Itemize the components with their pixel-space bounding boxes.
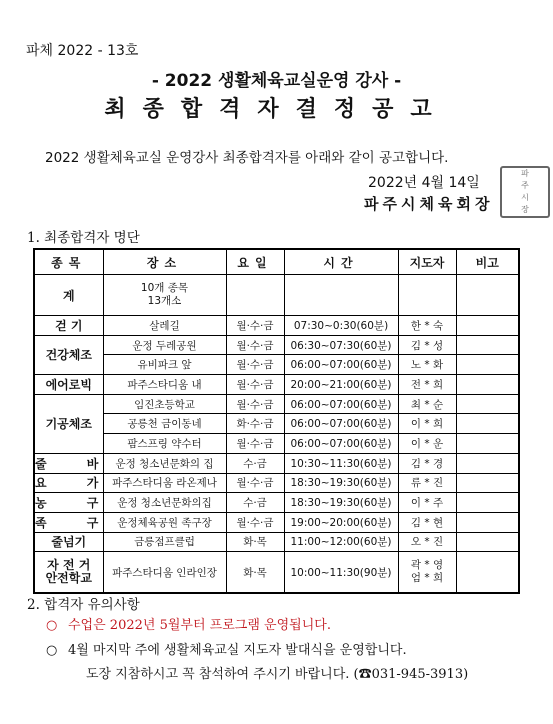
days-cell: 화·수·금 bbox=[226, 414, 284, 434]
category-cell bbox=[34, 552, 103, 594]
time-cell: 06:00~07:00(60분) bbox=[284, 355, 398, 375]
document-subtitle: - 2022 생활체육교실운영 강사 - bbox=[151, 71, 402, 91]
leader-cell: 오 * 진 bbox=[398, 532, 456, 552]
total-site-count: 13개소 bbox=[147, 295, 182, 307]
table-row bbox=[34, 434, 519, 454]
place-cell: 운정 청소년문화의집 bbox=[103, 493, 226, 513]
column-header-note: 비고 bbox=[456, 249, 519, 275]
time-cell: 18:30~19:30(60분) bbox=[284, 473, 398, 493]
place-cell: 유비파크 앞 bbox=[103, 355, 226, 375]
table-row bbox=[34, 473, 519, 493]
category-cell: 족 구 bbox=[34, 512, 103, 532]
note-cell bbox=[456, 473, 519, 493]
table-cell bbox=[226, 275, 284, 316]
note-cell bbox=[456, 512, 519, 532]
place-cell: 금릉점프클럽 bbox=[103, 532, 226, 552]
leader-cell: 김 * 현 bbox=[398, 512, 456, 532]
days-cell: 월·수·금 bbox=[226, 355, 284, 375]
leader-line: 곽 * 영 bbox=[410, 559, 444, 572]
leader-cell: 김 * 성 bbox=[398, 335, 456, 355]
place-cell: 살레길 bbox=[103, 316, 226, 336]
leader-cell: 김 * 경 bbox=[398, 453, 456, 473]
days-cell: 수·금 bbox=[226, 453, 284, 473]
note-cell bbox=[456, 532, 519, 552]
leader-cell: 이 * 희 bbox=[398, 414, 456, 434]
seal-char: 주 bbox=[521, 181, 529, 190]
column-header-category: 종목 bbox=[34, 249, 103, 275]
total-place bbox=[103, 275, 226, 316]
column-header-days: 요일 bbox=[226, 249, 284, 275]
total-program-count: 10개 종목 bbox=[140, 282, 189, 294]
leader-cell: 한 * 숙 bbox=[398, 316, 456, 336]
days-cell: 월·수·금 bbox=[226, 375, 284, 395]
table-row bbox=[34, 414, 519, 434]
days-cell: 월·수·금 bbox=[226, 316, 284, 336]
document-title: 최종합격자결정공고 bbox=[104, 97, 449, 122]
time-cell: 06:30~07:30(60분) bbox=[284, 335, 398, 355]
column-header-leader: 지도자 bbox=[398, 249, 456, 275]
table-row bbox=[34, 375, 519, 395]
bullet-circle-icon: ○ bbox=[46, 618, 58, 633]
notice-text: 4월 마지막 주에 생활체육교실 지도자 발대식을 운영합니다. bbox=[68, 643, 407, 658]
leader-line: 엄 * 희 bbox=[410, 572, 444, 585]
table-row bbox=[34, 355, 519, 375]
table-cell bbox=[284, 275, 398, 316]
category-cell: 건강체조 bbox=[34, 335, 103, 374]
notice-item-ceremony bbox=[46, 639, 407, 658]
days-cell: 월·수·금 bbox=[226, 335, 284, 355]
place-cell: 파주스타디움 라온제나 bbox=[103, 473, 226, 493]
time-cell: 06:00~07:00(60분) bbox=[284, 394, 398, 414]
notice-item-contact: 도장 지참하시고 꼭 참석하여 주시기 바랍니다. (☎031-945-3913) bbox=[86, 667, 469, 682]
note-cell bbox=[456, 453, 519, 473]
note-cell bbox=[456, 414, 519, 434]
table-row bbox=[34, 316, 519, 336]
official-seal bbox=[500, 166, 550, 218]
time-cell: 10:00~11:30(90분) bbox=[284, 552, 398, 594]
table-row bbox=[34, 493, 519, 513]
leader-cell: 최 * 순 bbox=[398, 394, 456, 414]
time-cell: 06:00~07:00(60분) bbox=[284, 414, 398, 434]
note-cell bbox=[456, 434, 519, 454]
days-cell: 월·수·금 bbox=[226, 473, 284, 493]
category-line: 자 전 거 bbox=[47, 558, 91, 573]
issue-date: 2022년 4월 14일 bbox=[368, 175, 480, 191]
seal-char: 파 bbox=[521, 169, 529, 178]
place-cell: 임진초등학교 bbox=[103, 394, 226, 414]
total-label: 계 bbox=[34, 275, 103, 316]
category-cell: 요 가 bbox=[34, 473, 103, 493]
table-cell bbox=[456, 275, 519, 316]
intro-text: 2022 생활체육교실 운영강사 최종합격자를 아래와 같이 공고합니다. bbox=[45, 150, 449, 166]
leader-cell bbox=[398, 552, 456, 594]
note-cell bbox=[456, 316, 519, 336]
place-cell: 운정 청소년문화의 집 bbox=[103, 453, 226, 473]
note-cell bbox=[456, 375, 519, 395]
category-cell: 줄 바 bbox=[34, 453, 103, 473]
column-header-place: 장소 bbox=[103, 249, 226, 275]
column-header-time: 시간 bbox=[284, 249, 398, 275]
leader-cell: 전 * 희 bbox=[398, 375, 456, 395]
time-cell: 07:30~0:30(60분) bbox=[284, 316, 398, 336]
leader-cell: 노 * 화 bbox=[398, 355, 456, 375]
table-row bbox=[34, 394, 519, 414]
document-number: 파체 2022 - 13호 bbox=[26, 43, 139, 59]
issuer-name: 파주시체육회장 bbox=[364, 195, 494, 213]
table-header-row bbox=[34, 249, 519, 275]
time-cell: 20:00~21:00(60분) bbox=[284, 375, 398, 395]
table-row bbox=[34, 512, 519, 532]
time-cell: 18:30~19:30(60분) bbox=[284, 493, 398, 513]
table-row bbox=[34, 552, 519, 594]
place-cell: 파주스타디움 인라인장 bbox=[103, 552, 226, 594]
time-cell: 06:00~07:00(60분) bbox=[284, 434, 398, 454]
notice-item-start-date bbox=[46, 614, 331, 633]
time-cell: 19:00~20:00(60분) bbox=[284, 512, 398, 532]
table-cell bbox=[398, 275, 456, 316]
time-cell: 11:00~12:00(60분) bbox=[284, 532, 398, 552]
days-cell: 월·수·금 bbox=[226, 512, 284, 532]
days-cell: 화·목 bbox=[226, 552, 284, 594]
category-line: 안전학교 bbox=[45, 571, 92, 586]
place-cell: 팜스프링 약수터 bbox=[103, 434, 226, 454]
leader-cell: 이 * 주 bbox=[398, 493, 456, 513]
total-row bbox=[34, 275, 519, 316]
bullet-circle-icon: ○ bbox=[46, 643, 58, 658]
section-heading-roster: 1. 최종합격자 명단 bbox=[27, 230, 140, 246]
roster-table bbox=[33, 248, 520, 594]
place-cell: 운정체육공원 족구장 bbox=[103, 512, 226, 532]
seal-char: 시 bbox=[521, 193, 529, 202]
note-cell bbox=[456, 493, 519, 513]
category-cell: 기공체조 bbox=[34, 394, 103, 453]
place-cell: 파주스타디움 내 bbox=[103, 375, 226, 395]
category-cell: 농 구 bbox=[34, 493, 103, 513]
note-cell bbox=[456, 335, 519, 355]
time-cell: 10:30~11:30(60분) bbox=[284, 453, 398, 473]
leader-cell: 이 * 운 bbox=[398, 434, 456, 454]
note-cell bbox=[456, 394, 519, 414]
notice-text: 수업은 2022년 5월부터 프로그램 운영됩니다. bbox=[68, 618, 331, 633]
note-cell bbox=[456, 355, 519, 375]
table-row bbox=[34, 335, 519, 355]
seal-char: 장 bbox=[521, 205, 529, 214]
category-cell: 걷 기 bbox=[34, 316, 103, 336]
place-cell: 공릉천 금이동네 bbox=[103, 414, 226, 434]
days-cell: 수·금 bbox=[226, 493, 284, 513]
note-cell bbox=[456, 552, 519, 594]
category-cell: 에어로빅 bbox=[34, 375, 103, 395]
days-cell: 화·목 bbox=[226, 532, 284, 552]
table-row bbox=[34, 532, 519, 552]
section-heading-notes: 2. 합격자 유의사항 bbox=[27, 597, 140, 613]
days-cell: 월·수·금 bbox=[226, 394, 284, 414]
leader-cell: 류 * 진 bbox=[398, 473, 456, 493]
category-cell: 줄넘기 bbox=[34, 532, 103, 552]
table-row bbox=[34, 453, 519, 473]
place-cell: 운정 두레공원 bbox=[103, 335, 226, 355]
days-cell: 월·수·금 bbox=[226, 434, 284, 454]
